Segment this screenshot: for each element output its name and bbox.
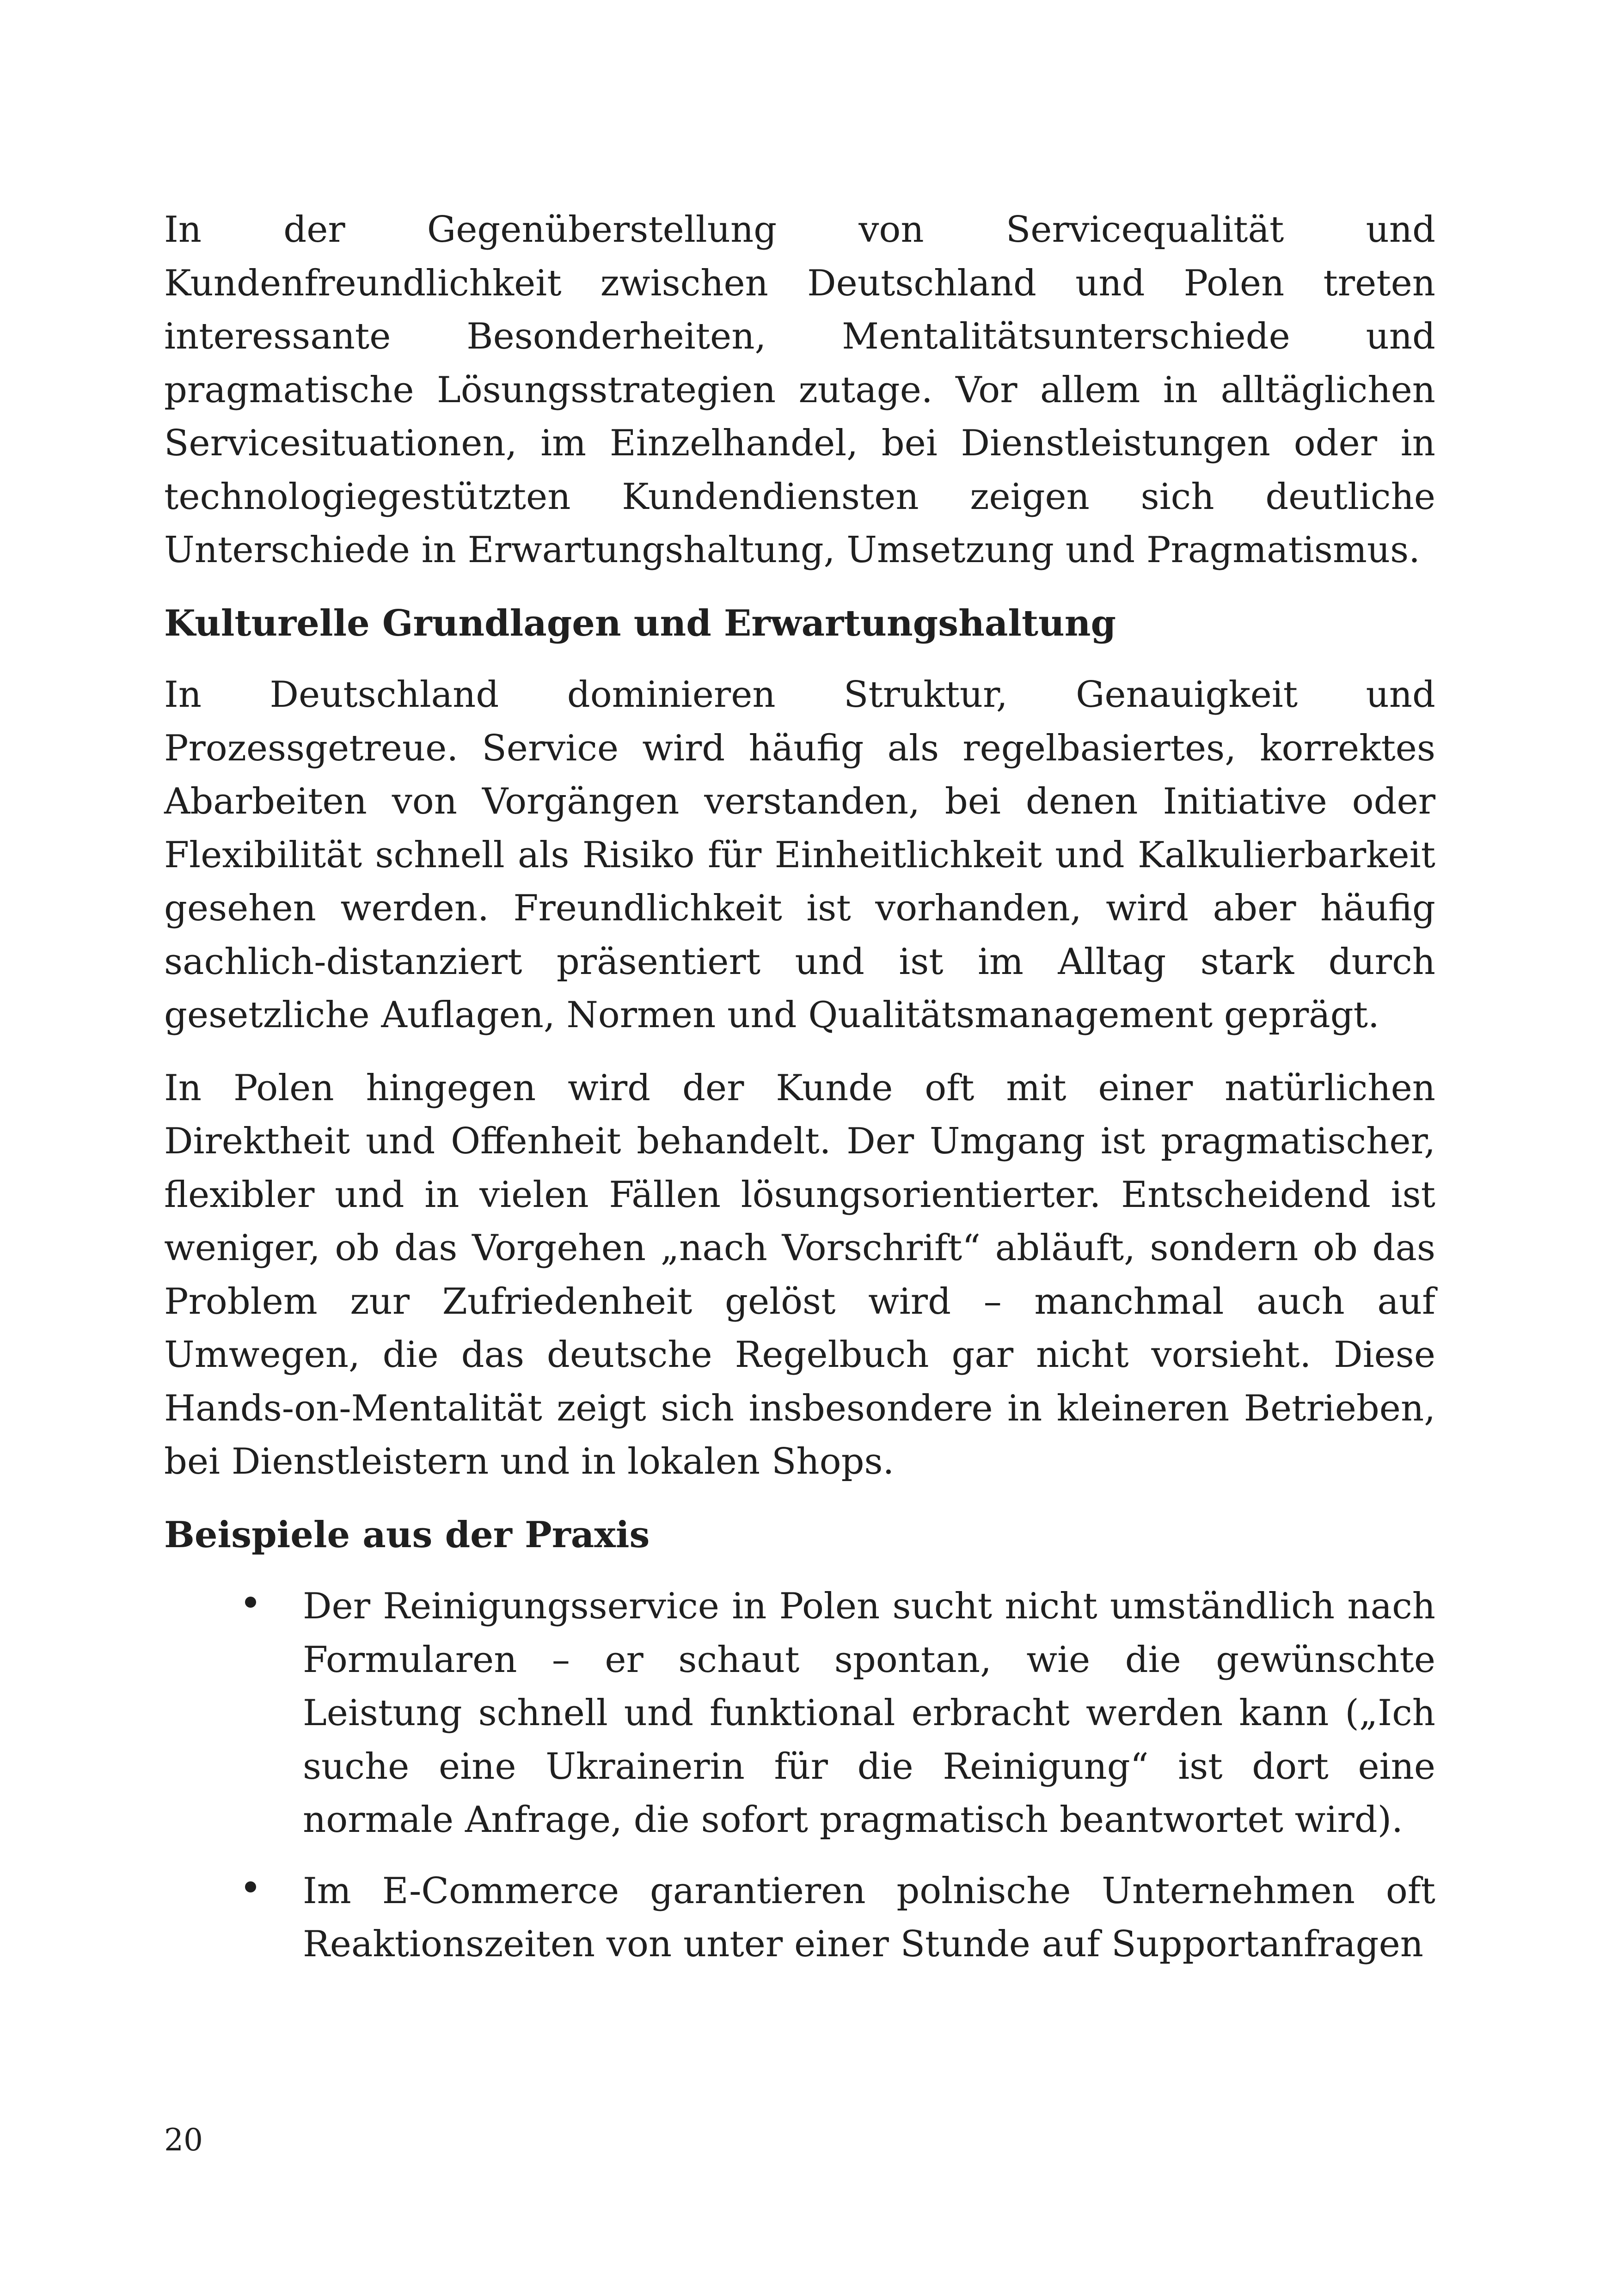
list-item: [164, 1865, 1435, 1971]
bullet-icon: [245, 1597, 256, 1608]
list-item-text: Der Reinigungsservice in Polen sucht nicht umständlich nach Formularen – er schaut spontan, wie die gewünschte Leistung schnell und funktional erbracht werden kann („Ich suche eine Ukrainerin für die Reinigung“ ist dort eine normale Anfrage, die sofort pragmatisch beantwortet wird).: [303, 1586, 1435, 1841]
list-item: [164, 1580, 1435, 1847]
section-heading-beispiele: Beispiele aus der Praxis: [164, 1513, 650, 1556]
section-heading-kulturelle-grundlagen: Kulturelle Grundlagen und Erwartungshaltung: [164, 602, 1116, 644]
examples-list: [164, 1580, 1435, 1971]
paragraph-deutschland: In Deutschland dominieren Struktur, Genauigkeit und Prozessgetreue. Service wird häufig als regelbasiertes, korrektes Abarbeiten von Vorgängen verstanden, bei denen Initiative oder Flexibilität schnell als Risiko für Einheitlichkeit und Kalkulierbarkeit gesehen werden. Freundlichkeit ist vorhanden, wird aber häufig sachlich-distanziert präsentiert und ist im Alltag stark durch gesetzliche Auflagen, Normen und Qualitätsmanagement geprägt.: [164, 674, 1435, 1036]
bullet-icon: [245, 1881, 256, 1892]
list-item-text: Im E-Commerce garantieren polnische Unternehmen oft Reaktionszeiten von unter einer Stunde auf Supportanfragen: [303, 1870, 1435, 1965]
page-content: [164, 203, 1435, 1989]
intro-paragraph: In der Gegenüberstellung von Servicequalität und Kundenfreundlichkeit zwischen Deutschland und Polen treten interessante Besonderheiten, Mentalitätsunterschiede und pragmatische Lösungsstrategien zutage. Vor allem in alltäglichen Servicesituationen, im Einzelhandel, bei Dienstleistungen oder in technologiegestützten Kundendiensten zeigen sich deutliche Unterschiede in Erwartungshaltung, Umsetzung und Pragmatismus.: [164, 209, 1435, 571]
page-number: 20: [164, 2122, 203, 2158]
paragraph-polen: In Polen hingegen wird der Kunde oft mit einer natürlichen Direktheit und Offenheit behandelt. Der Umgang ist pragmatischer, flexibler und in vielen Fällen lösungsorientierter. Entscheidend ist weniger, ob das Vorgehen „nach Vorschrift“ abläuft, sondern ob das Problem zur Zufriedenheit gelöst wird – manchmal auch auf Umwegen, die das deutsche Regelbuch gar nicht vorsieht. Diese Hands-on-Mentalität zeigt sich insbesondere in kleineren Betrieben, bei Dienstleistern und in lokalen Shops.: [164, 1067, 1435, 1482]
